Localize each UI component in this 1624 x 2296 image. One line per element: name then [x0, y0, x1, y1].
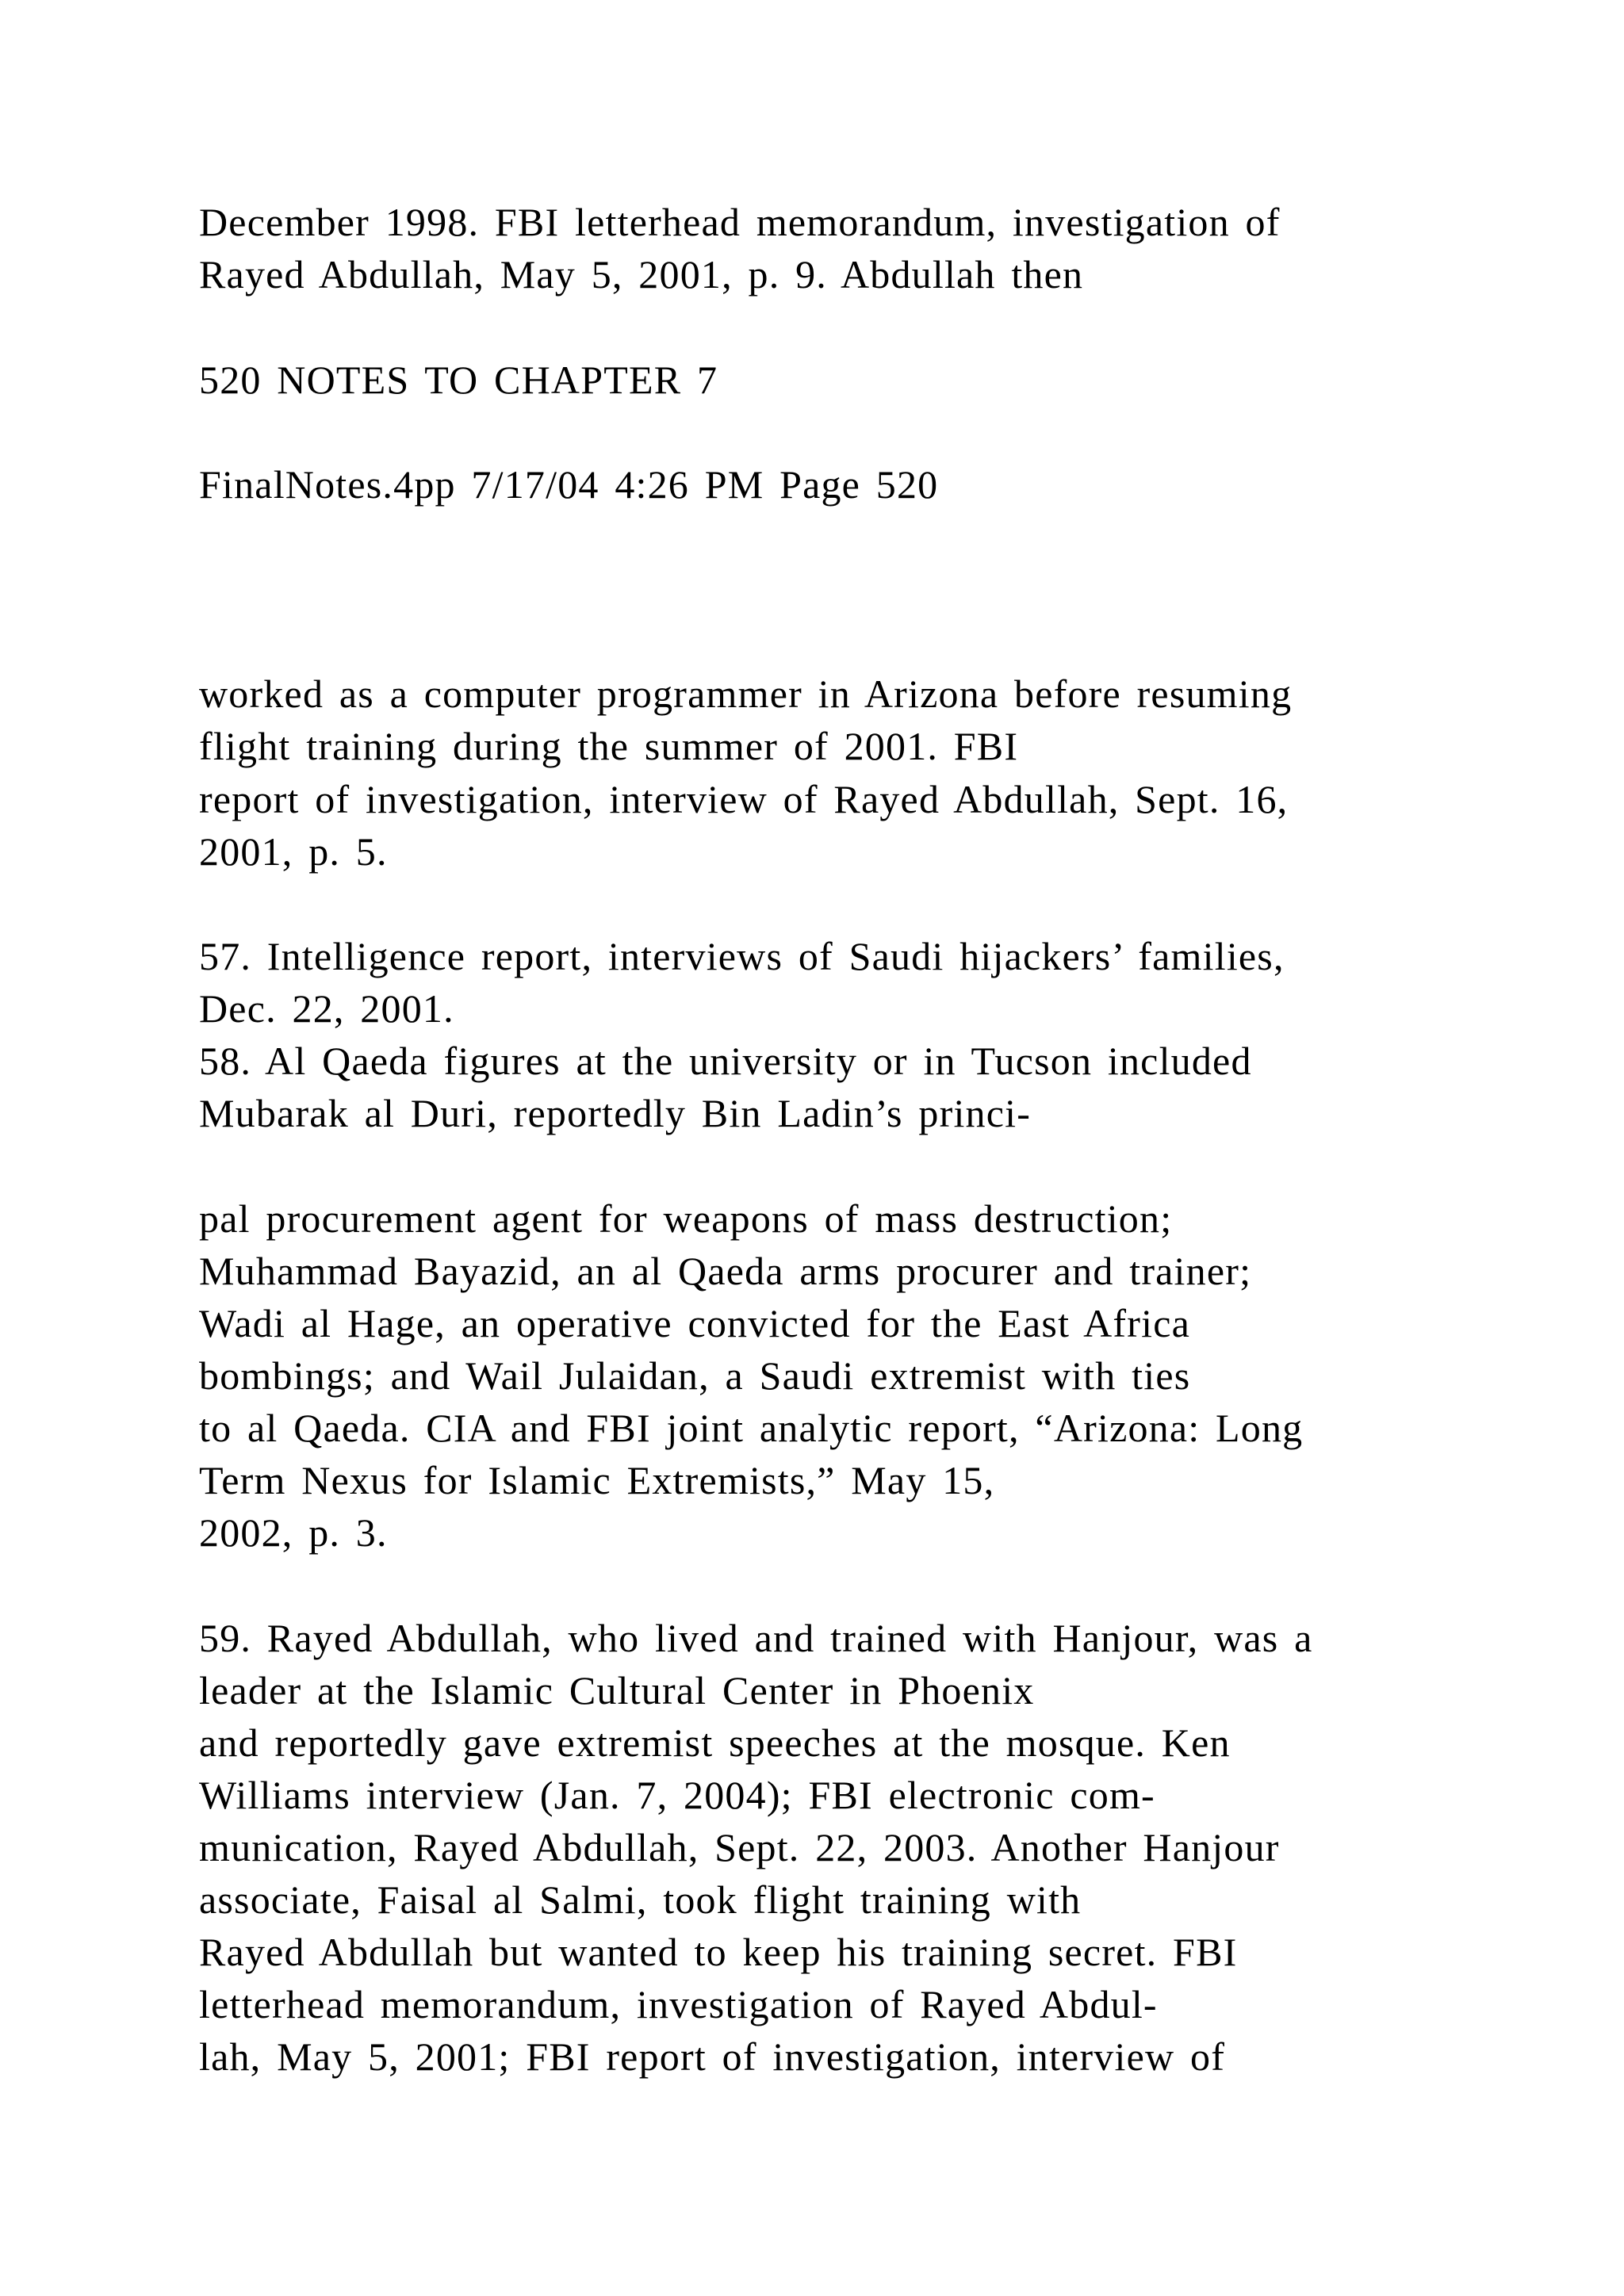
text-line: 2001, p. 5. — [199, 829, 388, 874]
text-line: 2002, p. 3. — [199, 1510, 388, 1555]
text-line: worked as a computer programmer in Arizona before resuming — [199, 672, 1293, 716]
note-59: 59. Rayed Abdullah, who lived and trained with Hanjour, was a — [199, 1616, 1313, 1660]
text-line: Wadi al Hage, an operative convicted for the East Africa — [199, 1301, 1191, 1345]
text-line: December 1998. FBI letterhead memorandum, investigation of — [199, 200, 1281, 244]
print-slug-line: FinalNotes.4pp 7/17/04 4:26 PM Page 520 — [199, 462, 939, 507]
text-line: Mubarak al Duri, reportedly Bin Ladin’s princi- — [199, 1091, 1032, 1135]
text-line: pal procurement agent for weapons of mass destruction; — [199, 1196, 1173, 1241]
text-line: Term Nexus for Islamic Extremists,” May 15, — [199, 1458, 995, 1502]
text-line: to al Qaeda. CIA and FBI joint analytic report, “Arizona: Long — [199, 1406, 1304, 1450]
text-line: flight training during the summer of 2001. FBI — [199, 724, 1019, 768]
text-line: report of investigation, interview of Rayed Abdullah, Sept. 16, — [199, 777, 1289, 821]
note-58: 58. Al Qaeda figures at the university or in Tucson included — [199, 1039, 1252, 1083]
text-line: Dec. 22, 2001. — [199, 986, 454, 1031]
text-line: Rayed Abdullah, May 5, 2001, p. 9. Abdullah then — [199, 252, 1084, 297]
text-line: munication, Rayed Abdullah, Sept. 22, 2003. Another Hanjour — [199, 1825, 1280, 1869]
text-line: and reportedly gave extremist speeches at the mosque. Ken — [199, 1720, 1231, 1765]
text-line: lah, May 5, 2001; FBI report of investigation, interview of — [199, 2034, 1226, 2079]
text-line: Rayed Abdullah but wanted to keep his training secret. FBI — [199, 1930, 1238, 1974]
text-line: leader at the Islamic Cultural Center in Phoenix — [199, 1668, 1035, 1712]
text-line: Muhammad Bayazid, an al Qaeda arms procurer and trainer; — [199, 1249, 1252, 1293]
text-line: associate, Faisal al Salmi, took flight training with — [199, 1877, 1082, 1922]
text-line: Williams interview (Jan. 7, 2004); FBI electronic com- — [199, 1773, 1155, 1817]
text-line: bombings; and Wail Julaidan, a Saudi extremist with ties — [199, 1353, 1191, 1398]
text-line: letterhead memorandum, investigation of Rayed Abdul- — [199, 1982, 1158, 2026]
note-57: 57. Intelligence report, interviews of Saudi hijackers’ families, — [199, 934, 1285, 978]
chapter-notes-header: 520 NOTES TO CHAPTER 7 — [199, 358, 718, 402]
